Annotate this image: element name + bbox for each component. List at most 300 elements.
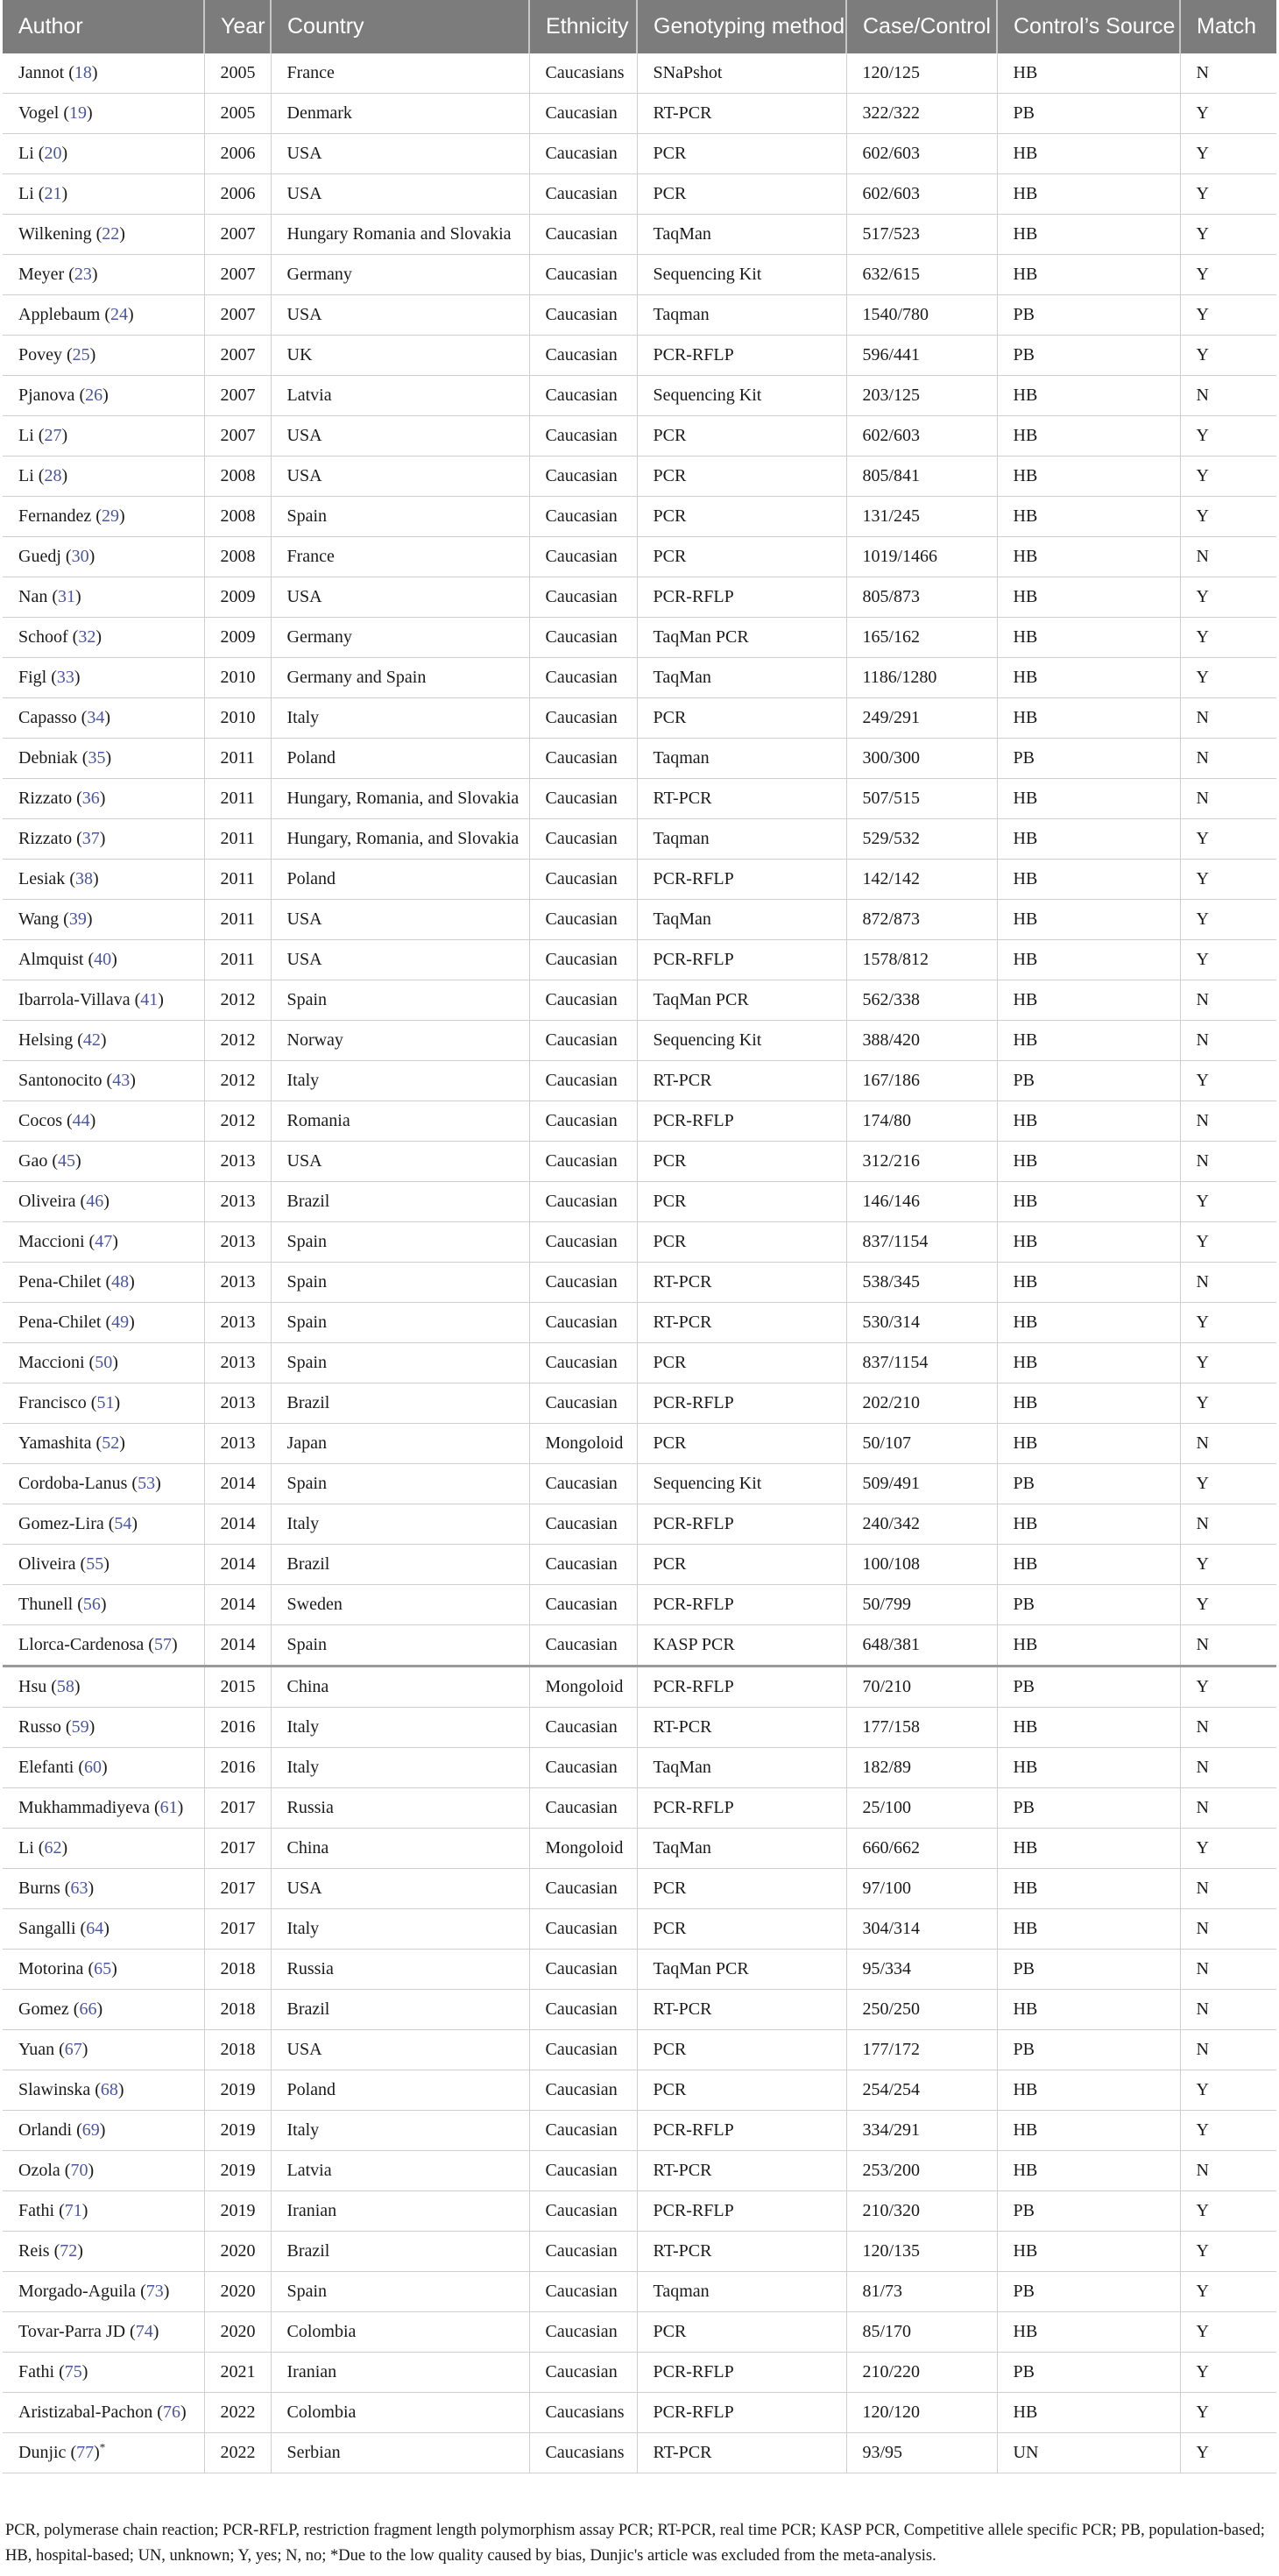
year-cell: 2013 (204, 1142, 271, 1182)
reference-link[interactable]: 68 (100, 2080, 118, 2099)
reference-link[interactable]: 73 (145, 2282, 164, 2301)
author-cell: Wang (39) (3, 900, 204, 940)
author-cell: Fernandez (29) (3, 497, 204, 537)
table-row (3, 416, 1276, 456)
reference-link[interactable]: 44 (72, 1111, 90, 1130)
reference-link[interactable]: 37 (81, 829, 100, 848)
author-cell: Rizzato (36) (3, 779, 204, 819)
reference-link[interactable]: 18 (74, 63, 92, 82)
case-control-cell: 165/162 (846, 618, 997, 658)
match-cell: N (1180, 376, 1276, 416)
reference-link[interactable]: 47 (95, 1232, 113, 1251)
genotyping-method-cell: PCR (637, 174, 846, 215)
year-cell: 2016 (204, 1748, 271, 1788)
match-cell: Y (1180, 2191, 1276, 2232)
genotyping-method-cell: RT-PCR (637, 1990, 846, 2030)
match-cell: N (1180, 1263, 1276, 1303)
case-control-cell: 1186/1280 (846, 658, 997, 698)
author-name: Rizzato (18, 829, 73, 848)
table-row (3, 739, 1276, 779)
author-name: Cordoba-Lanus (18, 1474, 128, 1493)
match-cell: N (1180, 53, 1276, 94)
author-name: Nan (18, 587, 48, 606)
header-control-source: Control’s Source (997, 0, 1180, 53)
reference-link[interactable]: 31 (58, 587, 75, 606)
year-cell: 2013 (204, 1303, 271, 1343)
year-cell: 2009 (204, 618, 271, 658)
control-source-cell: HB (997, 658, 1180, 698)
author-name: Li (18, 426, 34, 445)
country-cell: Poland (271, 2070, 529, 2111)
reference-link[interactable]: 70 (70, 2161, 88, 2180)
year-cell: 2021 (204, 2353, 271, 2393)
exclusion-mark: * (99, 2440, 106, 2454)
reference-link[interactable]: 33 (56, 668, 74, 687)
ethnicity-cell: Caucasians (529, 2433, 637, 2473)
author-name: Mukhammadiyeva (18, 1798, 150, 1817)
case-control-cell: 1019/1466 (846, 537, 997, 577)
header-author: Author (3, 0, 204, 53)
country-cell: USA (271, 1869, 529, 1909)
control-source-cell: HB (997, 215, 1180, 255)
ethnicity-cell: Caucasian (529, 698, 637, 739)
country-cell: Germany (271, 255, 529, 295)
reference-link[interactable]: 20 (44, 144, 62, 163)
match-cell: N (1180, 537, 1276, 577)
table-row (3, 497, 1276, 537)
genotyping-method-cell: RT-PCR (637, 1708, 846, 1748)
ethnicity-cell: Caucasian (529, 134, 637, 174)
reference-link[interactable]: 76 (162, 2403, 180, 2422)
ethnicity-cell: Caucasian (529, 295, 637, 336)
header-row (3, 0, 1276, 53)
country-cell: Sweden (271, 1585, 529, 1625)
year-cell: 2008 (204, 537, 271, 577)
country-cell: China (271, 1829, 529, 1869)
author-cell: Vogel (19) (3, 94, 204, 134)
case-control-cell: 100/108 (846, 1545, 997, 1585)
ethnicity-cell: Caucasian (529, 2272, 637, 2312)
case-control-cell: 182/89 (846, 1748, 997, 1788)
year-cell: 2011 (204, 819, 271, 860)
case-control-cell: 50/107 (846, 1424, 997, 1464)
author-name: Rizzato (18, 789, 73, 808)
country-cell: Spain (271, 1263, 529, 1303)
country-cell: USA (271, 416, 529, 456)
year-cell: 2014 (204, 1585, 271, 1625)
country-cell: Italy (271, 698, 529, 739)
match-cell: Y (1180, 456, 1276, 497)
match-cell: N (1180, 980, 1276, 1021)
case-control-cell: 120/120 (846, 2393, 997, 2433)
author-name: Slawinska (18, 2080, 91, 2099)
year-cell: 2007 (204, 255, 271, 295)
author-name: Thunell (18, 1595, 74, 1614)
table-row (3, 1625, 1276, 1667)
reference-link[interactable]: 24 (110, 305, 128, 324)
table-row (3, 1021, 1276, 1061)
ethnicity-cell: Caucasian (529, 2030, 637, 2070)
reference-link[interactable]: 55 (86, 1554, 104, 1574)
table-row (3, 698, 1276, 739)
genotyping-method-cell: PCR-RFLP (637, 1585, 846, 1625)
control-source-cell: HB (997, 1708, 1180, 1748)
country-cell: Hungary Romania and Slovakia (271, 215, 529, 255)
reference-link[interactable]: 41 (140, 990, 159, 1009)
table-row (3, 1708, 1276, 1748)
country-cell: Germany and Spain (271, 658, 529, 698)
reference-link[interactable]: 50 (95, 1353, 113, 1372)
case-control-cell: 632/615 (846, 255, 997, 295)
table-row (3, 1424, 1276, 1464)
reference-link[interactable]: 42 (82, 1030, 101, 1050)
author-name: Oliveira (18, 1554, 76, 1574)
control-source-cell: HB (997, 1303, 1180, 1343)
match-cell: Y (1180, 2272, 1276, 2312)
year-cell: 2022 (204, 2433, 271, 2473)
year-cell: 2007 (204, 376, 271, 416)
reference-link[interactable]: 46 (86, 1192, 104, 1211)
control-source-cell: PB (997, 1788, 1180, 1829)
country-cell: Italy (271, 1061, 529, 1101)
reference-link[interactable]: 45 (58, 1151, 75, 1171)
author-name: Fernandez (18, 506, 92, 526)
year-cell: 2006 (204, 134, 271, 174)
header-match: Match (1180, 0, 1276, 53)
genotyping-method-cell: PCR-RFLP (637, 2111, 846, 2151)
reference-link[interactable]: 21 (44, 184, 62, 203)
reference-link[interactable]: 29 (101, 506, 119, 526)
author-cell: Elefanti (60) (3, 1748, 204, 1788)
reference-link[interactable]: 58 (56, 1677, 74, 1696)
reference-link[interactable]: 53 (138, 1474, 156, 1493)
ethnicity-cell: Caucasian (529, 456, 637, 497)
genotyping-method-cell: Sequencing Kit (637, 376, 846, 416)
country-cell: Spain (271, 497, 529, 537)
ethnicity-cell: Caucasian (529, 1545, 637, 1585)
control-source-cell: HB (997, 53, 1180, 94)
case-control-cell: 1578/812 (846, 940, 997, 980)
ethnicity-cell: Caucasian (529, 497, 637, 537)
author-cell: Reis (72) (3, 2232, 204, 2272)
reference-link[interactable]: 34 (87, 708, 105, 727)
table-row (3, 1182, 1276, 1222)
genotyping-method-cell: RT-PCR (637, 2232, 846, 2272)
case-control-cell: 81/73 (846, 2272, 997, 2312)
reference-link[interactable]: 63 (70, 1879, 88, 1898)
year-cell: 2012 (204, 1061, 271, 1101)
reference-link[interactable]: 35 (88, 748, 106, 768)
author-name: Pjanova (18, 386, 75, 405)
control-source-cell: UN (997, 2433, 1180, 2473)
reference-link[interactable]: 74 (135, 2322, 153, 2341)
reference-link[interactable]: 57 (153, 1635, 172, 1654)
year-cell: 2006 (204, 174, 271, 215)
reference-link[interactable]: 38 (74, 869, 93, 888)
reference-link[interactable]: 52 (102, 1433, 120, 1453)
year-cell: 2013 (204, 1182, 271, 1222)
genotyping-method-cell: RT-PCR (637, 2151, 846, 2191)
table-row (3, 2312, 1276, 2353)
author-cell: Li (21) (3, 174, 204, 215)
match-cell: Y (1180, 658, 1276, 698)
case-control-cell: 253/200 (846, 2151, 997, 2191)
genotyping-method-cell: PCR (637, 1182, 846, 1222)
author-name: Francisco (18, 1393, 87, 1412)
ethnicity-cell: Caucasian (529, 174, 637, 215)
match-cell: Y (1180, 618, 1276, 658)
year-cell: 2019 (204, 2070, 271, 2111)
control-source-cell: HB (997, 1142, 1180, 1182)
match-cell: N (1180, 1504, 1276, 1545)
genotyping-method-cell: RT-PCR (637, 1061, 846, 1101)
author-cell: Pena-Chilet (48) (3, 1263, 204, 1303)
genotyping-method-cell: PCR (637, 2030, 846, 2070)
country-cell: Latvia (271, 2151, 529, 2191)
case-control-cell: 837/1154 (846, 1222, 997, 1263)
table-row (3, 980, 1276, 1021)
case-control-cell: 131/245 (846, 497, 997, 537)
year-cell: 2013 (204, 1222, 271, 1263)
country-cell: Russia (271, 1788, 529, 1829)
case-control-cell: 210/320 (846, 2191, 997, 2232)
case-control-cell: 507/515 (846, 779, 997, 819)
match-cell: Y (1180, 2111, 1276, 2151)
genotyping-method-cell: Sequencing Kit (637, 255, 846, 295)
reference-link[interactable]: 43 (112, 1071, 131, 1090)
ethnicity-cell: Mongoloid (529, 1667, 637, 1708)
match-cell: Y (1180, 819, 1276, 860)
author-cell: Morgado-Aguila (73) (3, 2272, 204, 2312)
genotyping-method-cell: TaqMan (637, 900, 846, 940)
ethnicity-cell: Caucasian (529, 1950, 637, 1990)
ethnicity-cell: Caucasian (529, 1222, 637, 1263)
year-cell: 2017 (204, 1829, 271, 1869)
author-cell: Yamashita (52) (3, 1424, 204, 1464)
author-cell: Li (20) (3, 134, 204, 174)
author-name: Hsu (18, 1677, 47, 1696)
reference-link[interactable]: 60 (83, 1758, 102, 1777)
author-cell: Lesiak (38) (3, 860, 204, 900)
case-control-cell: 70/210 (846, 1667, 997, 1708)
genotyping-method-cell: TaqMan PCR (637, 618, 846, 658)
table-row (3, 2191, 1276, 2232)
year-cell: 2007 (204, 215, 271, 255)
ethnicity-cell: Caucasian (529, 215, 637, 255)
match-cell: Y (1180, 900, 1276, 940)
country-cell: Spain (271, 2272, 529, 2312)
table-row (3, 2232, 1276, 2272)
genotyping-method-cell: PCR-RFLP (637, 1788, 846, 1829)
control-source-cell: HB (997, 456, 1180, 497)
case-control-cell: 388/420 (846, 1021, 997, 1061)
match-cell: Y (1180, 497, 1276, 537)
match-cell: Y (1180, 2393, 1276, 2433)
author-name: Llorca-Cardenosa (18, 1635, 145, 1654)
year-cell: 2012 (204, 980, 271, 1021)
year-cell: 2007 (204, 416, 271, 456)
reference-link[interactable]: 22 (102, 224, 120, 244)
control-source-cell: HB (997, 1869, 1180, 1909)
genotyping-method-cell: PCR-RFLP (637, 2393, 846, 2433)
control-source-cell: HB (997, 819, 1180, 860)
country-cell: Italy (271, 2111, 529, 2151)
author-cell: Sangalli (64) (3, 1909, 204, 1950)
country-cell: Brazil (271, 1545, 529, 1585)
author-cell: Rizzato (37) (3, 819, 204, 860)
control-source-cell: PB (997, 2191, 1180, 2232)
genotyping-method-cell: TaqMan PCR (637, 1950, 846, 1990)
reference-link[interactable]: 19 (68, 103, 87, 123)
reference-link[interactable]: 65 (94, 1959, 112, 1978)
control-source-cell: HB (997, 980, 1180, 1021)
author-name: Motorina (18, 1959, 84, 1978)
author-name: Lesiak (18, 869, 66, 888)
reference-link[interactable]: 48 (111, 1272, 130, 1292)
country-cell: USA (271, 900, 529, 940)
match-cell: Y (1180, 1303, 1276, 1343)
table-row (3, 2070, 1276, 2111)
ethnicity-cell: Caucasian (529, 618, 637, 658)
genotyping-method-cell: RT-PCR (637, 2433, 846, 2473)
author-cell: Li (27) (3, 416, 204, 456)
control-source-cell: PB (997, 94, 1180, 134)
year-cell: 2018 (204, 1950, 271, 1990)
year-cell: 2011 (204, 860, 271, 900)
author-name: Wilkening (18, 224, 92, 244)
table-row (3, 255, 1276, 295)
year-cell: 2013 (204, 1263, 271, 1303)
control-source-cell: PB (997, 336, 1180, 376)
control-source-cell: HB (997, 577, 1180, 618)
genotyping-method-cell: PCR (637, 698, 846, 739)
country-cell: USA (271, 577, 529, 618)
reference-link[interactable]: 30 (71, 547, 89, 566)
match-cell: Y (1180, 2232, 1276, 2272)
author-name: Morgado-Aguila (18, 2282, 137, 2301)
reference-link[interactable]: 77 (76, 2443, 95, 2462)
reference-link[interactable]: 23 (74, 265, 92, 284)
country-cell: Spain (271, 1303, 529, 1343)
reference-link[interactable]: 66 (79, 1999, 97, 2019)
control-source-cell: HB (997, 1021, 1180, 1061)
table-row (3, 336, 1276, 376)
reference-link[interactable]: 26 (85, 386, 103, 405)
reference-link[interactable]: 39 (68, 909, 87, 929)
author-cell: Pena-Chilet (49) (3, 1303, 204, 1343)
author-name: Pena-Chilet (18, 1313, 102, 1332)
match-cell: Y (1180, 1222, 1276, 1263)
reference-link[interactable]: 25 (72, 345, 90, 364)
case-control-cell: 254/254 (846, 2070, 997, 2111)
ethnicity-cell: Caucasian (529, 658, 637, 698)
control-source-cell: HB (997, 416, 1180, 456)
country-cell: Colombia (271, 2312, 529, 2353)
match-cell: Y (1180, 860, 1276, 900)
genotyping-method-cell: PCR-RFLP (637, 2191, 846, 2232)
table-row (3, 2151, 1276, 2191)
country-cell: USA (271, 940, 529, 980)
author-cell: Almquist (40) (3, 940, 204, 980)
match-cell: Y (1180, 416, 1276, 456)
case-control-cell: 240/342 (846, 1504, 997, 1545)
reference-link[interactable]: 40 (94, 950, 112, 969)
author-name: Debniak (18, 748, 78, 768)
author-name: Gao (18, 1151, 48, 1171)
author-name: Pena-Chilet (18, 1272, 102, 1292)
reference-link[interactable]: 56 (82, 1595, 101, 1614)
match-cell: Y (1180, 940, 1276, 980)
author-cell: Cordoba-Lanus (53) (3, 1464, 204, 1504)
reference-link[interactable]: 51 (96, 1393, 115, 1412)
table-row (3, 537, 1276, 577)
ethnicity-cell: Caucasians (529, 53, 637, 94)
match-cell: Y (1180, 1829, 1276, 1869)
case-control-cell: 648/381 (846, 1625, 997, 1667)
genotyping-method-cell: PCR-RFLP (637, 577, 846, 618)
author-name: Tovar-Parra JD (18, 2322, 126, 2341)
control-source-cell: HB (997, 618, 1180, 658)
country-cell: Brazil (271, 1182, 529, 1222)
reference-link[interactable]: 54 (114, 1514, 132, 1533)
case-control-cell: 120/135 (846, 2232, 997, 2272)
case-control-cell: 93/95 (846, 2433, 997, 2473)
reference-link[interactable]: 69 (81, 2120, 100, 2140)
control-source-cell: HB (997, 940, 1180, 980)
country-cell: Japan (271, 1424, 529, 1464)
reference-link[interactable]: 59 (71, 1717, 89, 1737)
author-name: Gomez (18, 1999, 69, 2019)
ethnicity-cell: Caucasian (529, 860, 637, 900)
reference-link[interactable]: 67 (64, 2040, 82, 2059)
author-name: Helsing (18, 1030, 74, 1050)
reference-link[interactable]: 72 (60, 2241, 78, 2261)
case-control-cell: 202/210 (846, 1384, 997, 1424)
year-cell: 2011 (204, 739, 271, 779)
author-name: Figl (18, 668, 47, 687)
reference-link[interactable]: 28 (44, 466, 62, 485)
control-source-cell: HB (997, 779, 1180, 819)
match-cell: N (1180, 1869, 1276, 1909)
reference-link[interactable]: 32 (78, 627, 96, 647)
table-row (3, 577, 1276, 618)
author-name: Aristizabal-Pachon (18, 2403, 153, 2422)
table-row (3, 1303, 1276, 1343)
case-control-cell: 602/603 (846, 174, 997, 215)
author-cell: Fathi (71) (3, 2191, 204, 2232)
reference-link[interactable]: 64 (86, 1919, 104, 1938)
reference-link[interactable]: 27 (44, 426, 62, 445)
table-row (3, 456, 1276, 497)
reference-link[interactable]: 36 (81, 789, 100, 808)
reference-link[interactable]: 62 (44, 1838, 62, 1858)
reference-link[interactable]: 49 (111, 1313, 130, 1332)
ethnicity-cell: Caucasian (529, 1021, 637, 1061)
genotyping-method-cell: TaqMan (637, 215, 846, 255)
genotyping-method-cell: PCR-RFLP (637, 1101, 846, 1142)
country-cell: Poland (271, 860, 529, 900)
match-cell: Y (1180, 94, 1276, 134)
control-source-cell: HB (997, 255, 1180, 295)
reference-link[interactable]: 61 (159, 1798, 178, 1817)
reference-link[interactable]: 71 (64, 2201, 82, 2220)
table-row (3, 1869, 1276, 1909)
year-cell: 2010 (204, 658, 271, 698)
reference-link[interactable]: 75 (64, 2362, 82, 2381)
table-row (3, 1142, 1276, 1182)
case-control-cell: 25/100 (846, 1788, 997, 1829)
match-cell: N (1180, 779, 1276, 819)
